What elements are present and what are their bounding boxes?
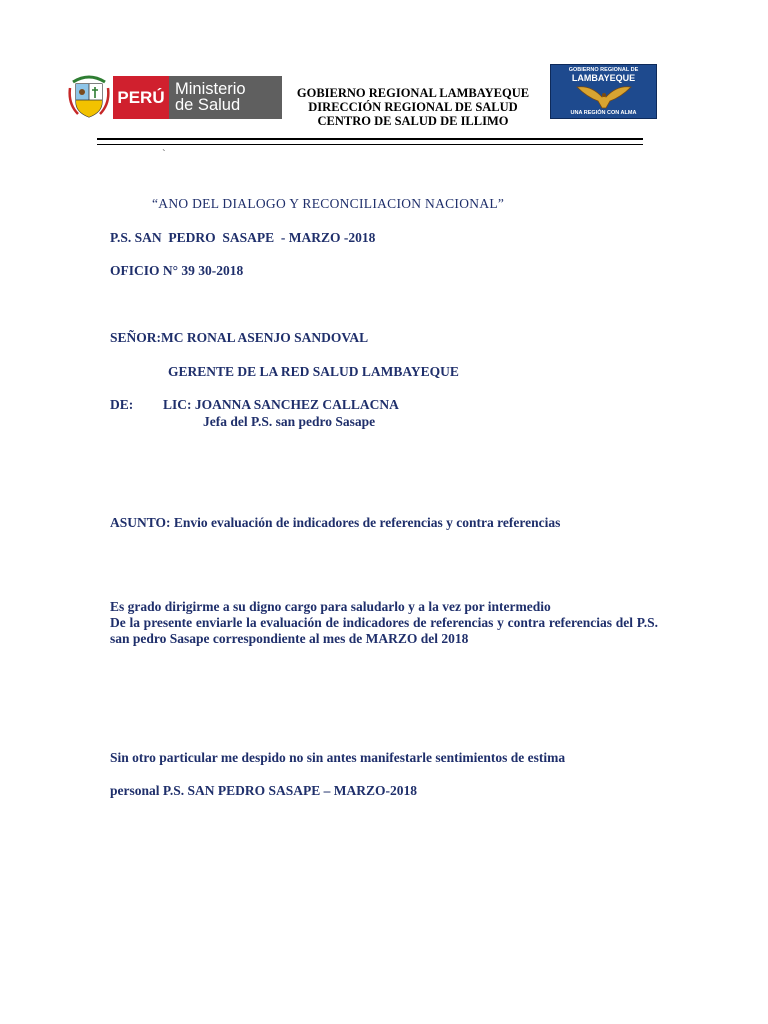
- place-date: P.S. SAN PEDRO SASAPE - MARZO -2018: [110, 230, 376, 245]
- peru-logo-text: PERÚ: [117, 87, 165, 107]
- oficio-number: OFICIO N° 39 30-2018: [110, 263, 244, 278]
- sender-name: LIC: JOANNA SANCHEZ CALLACNA: [163, 397, 399, 412]
- peru-coat-of-arms: [68, 74, 110, 120]
- header-line-gobierno: GOBIERNO REGIONAL LAMBAYEQUE: [296, 86, 530, 100]
- header-line-centro: CENTRO DE SALUD DE ILLIMO: [317, 114, 509, 128]
- bird-emblem-icon: [575, 83, 633, 109]
- body-line-1: Es grado dirigirme a su digno cargo para saludarlo y a la vez por intermedio: [110, 599, 551, 614]
- lambayeque-logo: [550, 64, 657, 119]
- lambayeque-logo-bottom: UNA REGIÓN CON ALMA: [570, 110, 637, 116]
- stray-mark: `: [162, 148, 166, 160]
- recipient-name: SEÑOR:MC RONAL ASENJO SANDOVAL: [110, 330, 369, 345]
- ministerio-logo-line1: Ministerio: [175, 80, 246, 98]
- closing-line-1: Sin otro particular me despido no sin antes manifestarle sentimientos de estima: [110, 750, 566, 765]
- header-line-direccion: DIRECCIÓN REGIONAL DE SALUD: [308, 100, 518, 114]
- header-divider-bottom: [97, 144, 643, 145]
- subject-line: ASUNTO: Envio evaluación de indicadores de referencias y contra referencias: [110, 515, 561, 530]
- ministerio-logo-box: [169, 76, 282, 119]
- ministerio-logo-line2: de Salud: [175, 96, 241, 114]
- lambayeque-logo-top1: GOBIERNO REGIONAL DE: [568, 67, 639, 73]
- ministerio-salud-logo: [113, 76, 282, 119]
- lambayeque-logo-top2: LAMBAYEQUE: [571, 73, 636, 83]
- sender-role: Jefa del P.S. san pedro Sasape: [203, 414, 376, 429]
- closing-line-2: personal P.S. SAN PEDRO SASAPE – MARZO-2018: [110, 783, 418, 798]
- year-motto: “ANO DEL DIALOGO Y RECONCILIACION NACIONAL”: [152, 196, 505, 211]
- header-divider-top: [97, 138, 643, 140]
- body-paragraph: De la presente enviarle la evaluación de indicadores de referencias y contra referencias del P.S. san pedro Sasape correspondiente al mes de MARZO del 2018: [110, 615, 658, 646]
- header-institution-block: [282, 86, 544, 128]
- sender-label: DE:: [110, 397, 134, 412]
- peru-logo-box: [113, 76, 169, 119]
- recipient-position: GERENTE DE LA RED SALUD LAMBAYEQUE: [168, 364, 459, 379]
